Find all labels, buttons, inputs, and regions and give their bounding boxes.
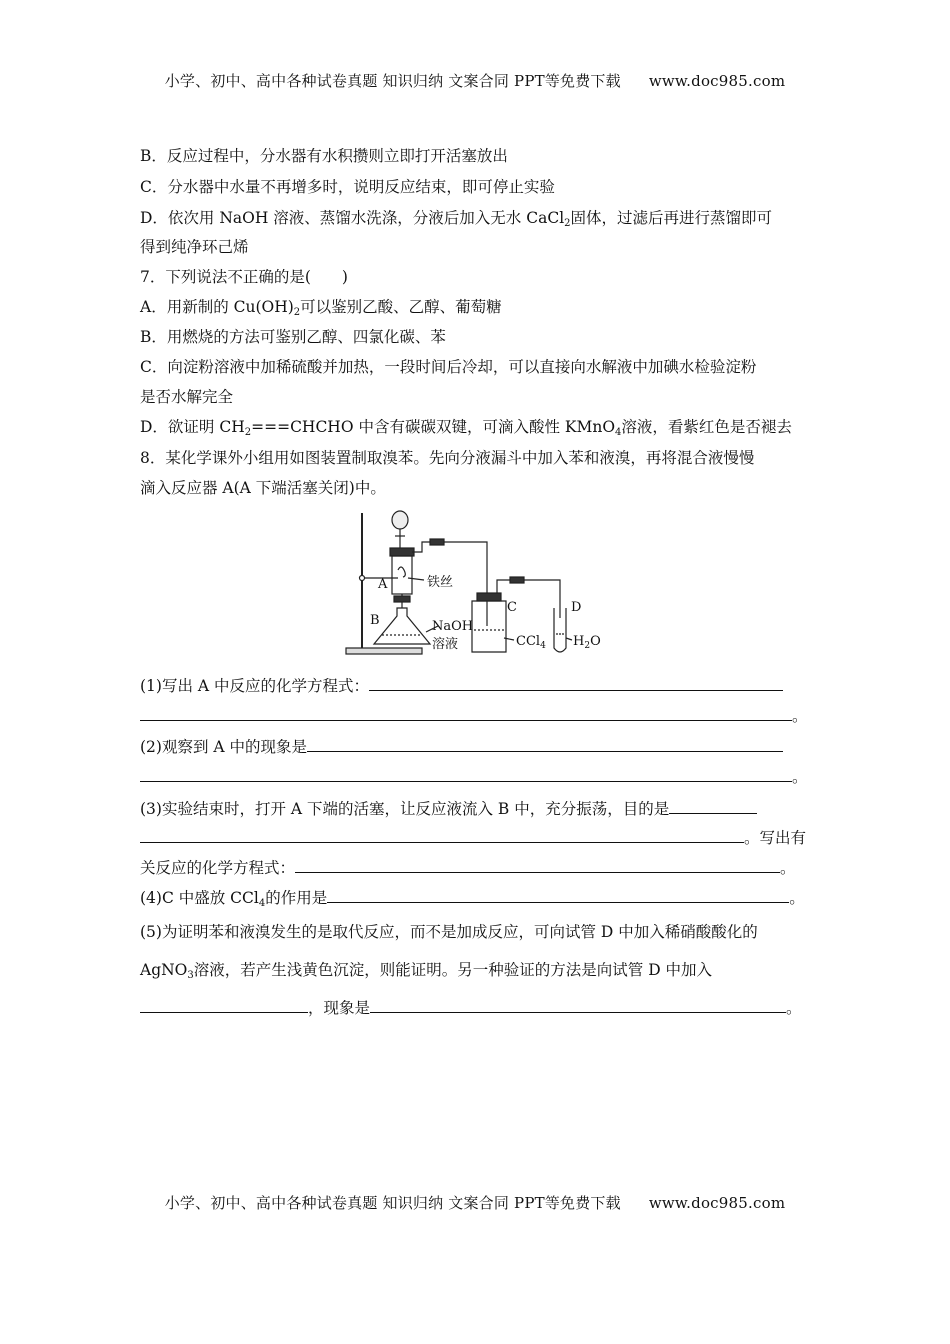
period: 。 bbox=[792, 707, 808, 725]
q8-part3-text-end: 。写出有 bbox=[744, 829, 807, 847]
header-text: 小学、初中、高中各种试卷真题 知识归纳 文案合同 PPT等免费下载 bbox=[164, 72, 621, 90]
q8-part5: (5)为证明苯和液溴发生的是取代反应，而不是加成反应，可向试管 D 中加入稀硝酸酸化的 bbox=[140, 923, 758, 941]
q8-part2-line2 bbox=[140, 765, 808, 787]
footer-url[interactable]: www.doc985.com bbox=[648, 1194, 786, 1212]
q8-part3 bbox=[140, 797, 757, 819]
period: 。 bbox=[792, 768, 808, 786]
reactor-a-stopcock bbox=[394, 596, 410, 602]
q8-part1-text: (1)写出 A 中反应的化学方程式： bbox=[140, 677, 370, 695]
q8-part5-phenomenon-text: ，现象是 bbox=[308, 999, 371, 1017]
q7-stem: 7．下列说法不正确的是( ) bbox=[140, 268, 348, 286]
page-footer bbox=[0, 1192, 950, 1213]
q7-option-d-text-mid: ===CHCHO 中含有碳碳双键，可滴入酸性 KMnO bbox=[251, 418, 616, 436]
label-b: B bbox=[370, 613, 380, 628]
ccl4-text: CCl bbox=[516, 634, 541, 649]
reactor-a bbox=[392, 556, 412, 594]
q8-part5-line3 bbox=[140, 996, 802, 1018]
label-iron-wire: 铁丝 bbox=[427, 575, 454, 590]
label-c: C bbox=[507, 600, 517, 615]
q8-part5-text-end: 溶液，若产生浅黄色沉淀，则能证明。另一种验证的方法是向试管 D 中加入 bbox=[193, 961, 713, 979]
q6-option-d-text: D．依次用 NaOH 溶液、蒸馏水洗涤，分液后加入无水 CaCl bbox=[140, 209, 565, 227]
answer-blank[interactable] bbox=[669, 812, 757, 814]
q7-option-a-text: A．用新制的 Cu(OH) bbox=[140, 298, 294, 316]
h2o-text-end: O bbox=[590, 634, 601, 649]
q6-option-d bbox=[140, 206, 772, 228]
answer-blank[interactable] bbox=[307, 750, 783, 752]
q6-option-b: B．反应过程中，分水器有水积攒则立即打开活塞放出 bbox=[140, 147, 508, 165]
answer-blank[interactable] bbox=[295, 871, 780, 873]
q7-option-c-line2: 是否水解完全 bbox=[140, 388, 234, 406]
h2o-subscript: 2 bbox=[584, 641, 591, 651]
q7-option-d-text-end: 溶液，看紫红色是否褪去 bbox=[621, 418, 792, 436]
q7-option-a bbox=[140, 295, 502, 317]
label-d: D bbox=[571, 600, 582, 615]
subscript: 3 bbox=[187, 970, 194, 981]
bottle-c bbox=[472, 601, 506, 652]
subscript: 2 bbox=[564, 218, 571, 229]
apparatus-diagram bbox=[342, 508, 612, 658]
q8-part2-text: (2)观察到 A 中的现象是 bbox=[140, 738, 308, 756]
h2o-text: H bbox=[573, 634, 585, 649]
water-pointer bbox=[566, 638, 572, 640]
iron-wire-coil bbox=[398, 567, 405, 577]
q8-part1-line2 bbox=[140, 704, 808, 726]
iron-wire-pointer bbox=[408, 578, 424, 580]
subscript: 4 bbox=[615, 427, 622, 438]
reactor-a-stopper bbox=[390, 548, 414, 556]
header-url[interactable]: www.doc985.com bbox=[648, 72, 786, 90]
q8-part2 bbox=[140, 735, 783, 757]
answer-blank[interactable] bbox=[327, 901, 789, 903]
separating-funnel bbox=[392, 511, 408, 529]
flask-b bbox=[374, 608, 430, 644]
q8-part4 bbox=[140, 886, 805, 908]
q8-part4-text-end: 的作用是 bbox=[265, 889, 328, 907]
label-solution: 溶液 bbox=[432, 637, 459, 652]
ccl4-subscript: 4 bbox=[540, 641, 546, 651]
q8-part5-text: AgNO bbox=[140, 961, 188, 979]
q8-stem-line2: 滴入反应器 A(A 下端活塞关闭)中。 bbox=[140, 479, 386, 497]
footer-text: 小学、初中、高中各种试卷真题 知识归纳 文案合同 PPT等免费下载 bbox=[164, 1194, 621, 1212]
answer-blank[interactable] bbox=[140, 780, 792, 782]
q7-option-d-text: D．欲证明 CH bbox=[140, 418, 245, 436]
q7-option-c: C．向淀粉溶液中加稀硫酸并加热，一段时间后冷却，可以直接向水解液中加碘水检验淀粉 bbox=[140, 358, 757, 376]
q7-option-b: B．用燃烧的方法可鉴别乙醇、四氯化碳、苯 bbox=[140, 328, 446, 346]
rubber-joint bbox=[430, 539, 444, 545]
q8-part3-line2 bbox=[140, 826, 806, 848]
label-h2o bbox=[573, 634, 601, 651]
rubber-joint bbox=[510, 577, 524, 583]
q7-option-d bbox=[140, 415, 792, 437]
q6-option-d-line2: 得到纯净环己烯 bbox=[140, 238, 249, 256]
subscript: 2 bbox=[293, 307, 301, 318]
q8-part3-equation-text: 关反应的化学方程式： bbox=[140, 859, 296, 877]
page-header bbox=[0, 70, 950, 91]
q8-part5-line2 bbox=[140, 958, 712, 980]
q8-part3-text: (3)实验结束时，打开 A 下端的活塞，让反应液流入 B 中，充分振荡，目的是 bbox=[140, 800, 670, 818]
q8-part3-line3 bbox=[140, 856, 796, 878]
q6-option-c: C．分水器中水量不再增多时，说明反应结束，即可停止实验 bbox=[140, 178, 555, 196]
label-a: A bbox=[378, 577, 388, 592]
q6-option-d-text-end: 固体，过滤后再进行蒸馏即可 bbox=[570, 209, 773, 227]
clamp-knob bbox=[360, 576, 365, 581]
period: 。 bbox=[786, 999, 802, 1017]
subscript: 2 bbox=[244, 427, 252, 438]
period: 。 bbox=[789, 889, 805, 907]
label-ccl4 bbox=[516, 634, 546, 651]
q7-option-a-text-end: 可以鉴别乙酸、乙醇、葡萄糖 bbox=[300, 298, 502, 316]
period: 。 bbox=[780, 859, 796, 877]
answer-blank[interactable] bbox=[140, 1011, 308, 1013]
bottle-c-stopper bbox=[477, 593, 501, 601]
q8-part4-text: (4)C 中盛放 CCl bbox=[140, 889, 259, 907]
q8-part1 bbox=[140, 674, 783, 696]
label-naoh: NaOH bbox=[432, 619, 474, 634]
answer-blank[interactable] bbox=[369, 689, 783, 691]
stand-base bbox=[346, 648, 422, 654]
subscript: 4 bbox=[258, 898, 266, 909]
answer-blank[interactable] bbox=[370, 1011, 786, 1013]
answer-blank[interactable] bbox=[140, 841, 744, 843]
q8-stem: 8．某化学课外小组用如图装置制取溴苯。先向分液漏斗中加入苯和液溴，再将混合液慢慢 bbox=[140, 449, 755, 467]
answer-blank[interactable] bbox=[140, 719, 792, 721]
